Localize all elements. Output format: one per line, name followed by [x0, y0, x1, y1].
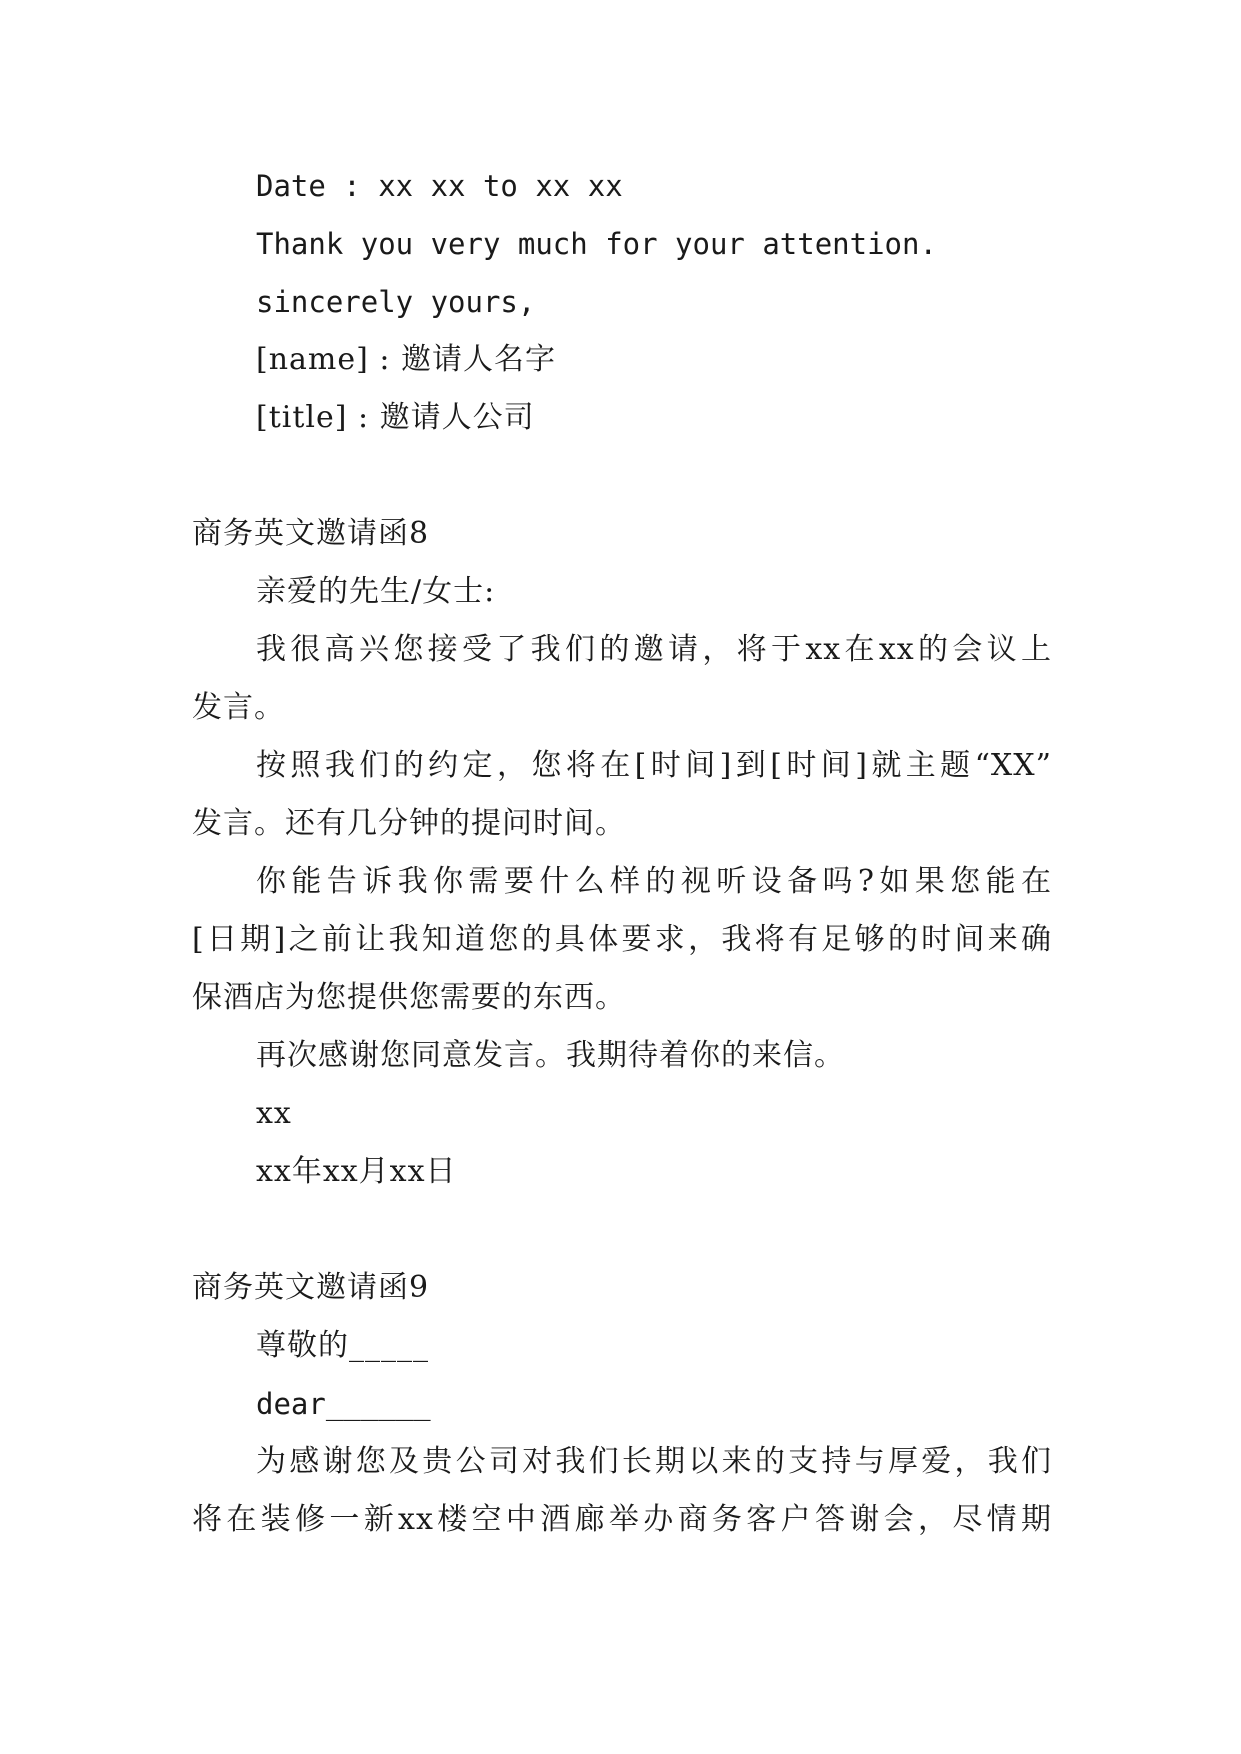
- signature-8: xx: [256, 1096, 292, 1131]
- greeting-8: 亲爱的先生/女士:: [256, 574, 496, 609]
- greeting-9-cn: 尊敬的_____: [256, 1328, 429, 1363]
- paragraph-3-line-3: 保酒店为您提供您需要的东西。: [192, 980, 626, 1015]
- paragraph-3-line-1: 你能告诉我你需要什么样的视听设备吗?如果您能在: [256, 864, 1052, 899]
- name-line: [name] : 邀请人名字: [256, 342, 556, 377]
- date-8: xx年xx月xx日: [256, 1154, 457, 1189]
- paragraph-2-line-1: 按照我们的约定，您将在[时间]到[时间]就主题“XX”: [256, 748, 1052, 783]
- thanks-line: Thank you very much for your attention.: [256, 227, 937, 261]
- greeting-9-en: dear______: [256, 1387, 431, 1421]
- date-line: Date : xx xx to xx xx: [256, 169, 623, 203]
- paragraph-1-line-2: 发言。: [192, 690, 285, 725]
- paragraph-2-line-2: 发言。还有几分钟的提问时间。: [192, 806, 626, 841]
- paragraph-9-line-2: 将在装修一新xx楼空中酒廊举办商务客户答谢会，尽情期: [192, 1502, 1052, 1537]
- paragraph-4: 再次感谢您同意发言。我期待着你的来信。: [256, 1038, 845, 1073]
- paragraph-3-line-2: [日期]之前让我知道您的具体要求，我将有足够的时间来确: [192, 922, 1052, 957]
- section-heading-8: 商务英文邀请函8: [192, 516, 430, 551]
- closing-line: sincerely yours,: [256, 285, 536, 319]
- title-line: [title] : 邀请人公司: [256, 400, 535, 435]
- paragraph-1-line-1: 我很高兴您接受了我们的邀请，将于xx在xx的会议上: [256, 632, 1052, 667]
- paragraph-9-line-1: 为感谢您及贵公司对我们长期以来的支持与厚爱，我们: [256, 1444, 1052, 1479]
- section-heading-9: 商务英文邀请函9: [192, 1270, 430, 1305]
